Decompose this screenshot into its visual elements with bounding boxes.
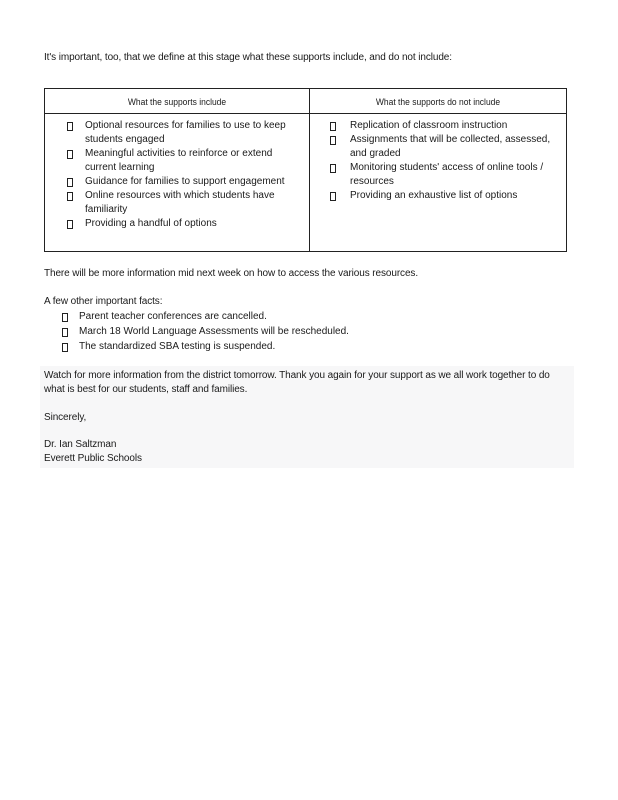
bullet-box-icon (67, 122, 73, 131)
list-item: Optional resources for families to use to keep students engaged (45, 119, 301, 147)
include-cell (45, 114, 310, 252)
list-item: Meaningful activities to reinforce or extend current learning (45, 147, 301, 175)
table-header-not-include: What the supports do not include (310, 88, 567, 114)
signature-name: Dr. Ian Saltzman (44, 439, 117, 450)
intro-paragraph: It's important, too, that we define at this stage what these supports include, and do not include: (44, 52, 452, 63)
bullet-box-icon (67, 192, 73, 201)
bullet-box-icon (330, 164, 336, 173)
bullet-box-icon (330, 122, 336, 131)
bullet-box-icon (62, 328, 68, 337)
supports-table (44, 88, 567, 252)
list-item: Online resources with which students have familiarity (45, 189, 301, 217)
list-item: March 18 World Language Assessments will be rescheduled. (44, 324, 349, 339)
list-item: Monitoring students' access of online tools / resources (310, 161, 558, 189)
bullet-box-icon (67, 150, 73, 159)
facts-heading: A few other important facts: (44, 296, 163, 307)
list-item: Assignments that will be collected, assessed, and graded (310, 133, 558, 161)
facts-list (44, 309, 349, 354)
bullet-box-icon (67, 178, 73, 187)
bullet-box-icon (62, 343, 68, 352)
not-include-cell (310, 114, 567, 252)
table-header-include: What the supports include (45, 88, 310, 114)
list-item: Parent teacher conferences are cancelled. (44, 309, 349, 324)
include-list (45, 114, 309, 231)
list-item: Replication of classroom instruction (310, 119, 558, 133)
bullet-box-icon (67, 220, 73, 229)
resources-paragraph: There will be more information mid next week on how to access the various resources. (44, 268, 418, 279)
signature-organization: Everett Public Schools (44, 453, 142, 464)
bullet-box-icon (62, 313, 68, 322)
list-item: Providing a handful of options (45, 217, 301, 231)
bullet-box-icon (330, 136, 336, 145)
bullet-box-icon (330, 192, 336, 201)
sign-off: Sincerely, (44, 412, 87, 423)
list-item: The standardized SBA testing is suspended. (44, 339, 349, 354)
list-item: Providing an exhaustive list of options (310, 189, 558, 203)
not-include-list (310, 114, 566, 203)
closing-paragraph: Watch for more information from the district tomorrow. Thank you again for your support as we all work together to do what is best for our students, staff and families. (44, 370, 550, 395)
list-item: Guidance for families to support engagement (45, 175, 301, 189)
